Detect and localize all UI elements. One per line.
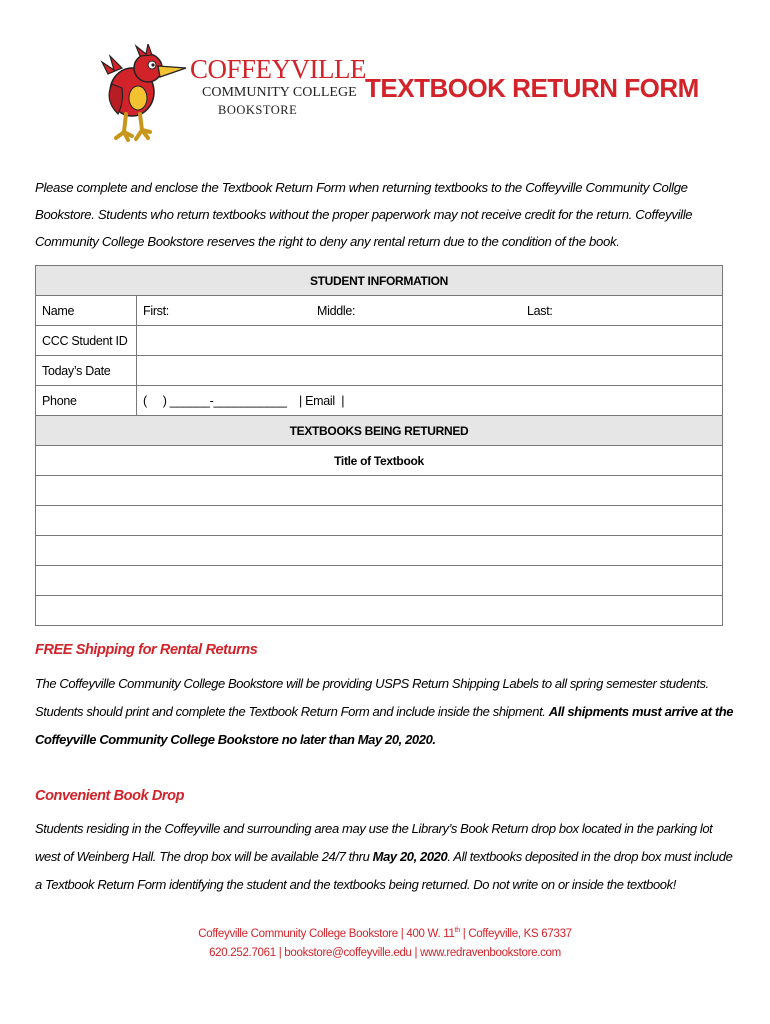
date-row xyxy=(36,356,723,386)
intro-paragraph: Please complete and enclose the Textbook Return Form when returning textbooks to the Coffeyville Community Collge Bookstore. Students who return textbooks without the proper paperwork may not receive credit for the return. Coffeyville Community College Bookstore reserves the right to deny any rental return due to the condition of the book. xyxy=(35,180,693,249)
footer-address-city: | Coffeyville, KS 67337 xyxy=(459,927,572,940)
phone-field[interactable] xyxy=(137,386,723,416)
textbook-title-field[interactable] xyxy=(36,596,723,626)
middle-label: Middle: xyxy=(317,303,356,318)
textbook-title-column: Title of Textbook xyxy=(36,446,723,476)
book-drop-text-before: Students residing in the Coffeyville and surrounding area may use the Library’s Book Return drop box located in the parking lot west of Weinberg Hall. The drop box will be available 24/7 thru xyxy=(35,821,713,864)
email-label: | Email | xyxy=(299,393,345,408)
name-field[interactable] xyxy=(137,296,723,326)
phone-row xyxy=(36,386,723,416)
book-drop-text-after: . All textbooks deposited in the drop box must include a Textbook Return Form identifying the student and the textbooks being returned. Do not write on or inside the textbook! xyxy=(35,849,733,892)
logo-name-line3: BOOKSTORE xyxy=(218,103,298,117)
red-raven-mascot-icon xyxy=(100,44,190,144)
logo-name-line1: COFFEYVILLE xyxy=(190,54,366,84)
student-info-table xyxy=(35,265,723,626)
phone-template: ( ) ______-___________ xyxy=(143,393,287,408)
page-title: TEXTBOOK RETURN FORM xyxy=(365,73,699,103)
shipping-text: The Coffeyville Community College Bookstore will be providing USPS Return Shipping Labels to all spring semester students. Students should print and complete the Textbook Return Form and include inside the shipment. xyxy=(35,676,709,719)
date-label: Today’s Date xyxy=(36,356,137,386)
logo-name-line2: COMMUNITY COLLEGE xyxy=(202,85,357,100)
book-drop-paragraph xyxy=(35,815,740,899)
last-label: Last: xyxy=(527,303,553,318)
textbook-title-field[interactable] xyxy=(36,506,723,536)
bookstore-logo xyxy=(100,44,366,144)
book-drop-date: May 20, 2020 xyxy=(372,849,448,864)
student-id-label: CCC Student ID xyxy=(36,326,137,356)
textbook-title-field[interactable] xyxy=(36,536,723,566)
footer-address-sup: th xyxy=(454,927,460,934)
shipping-section-title: FREE Shipping for Rental Returns xyxy=(35,642,258,658)
textbook-title-field[interactable] xyxy=(36,566,723,596)
textbook-title-field[interactable] xyxy=(36,476,723,506)
footer-contact: 620.252.7061 | bookstore@coffeyville.edu | www.redravenbookstore.com xyxy=(209,947,561,959)
first-label: First: xyxy=(143,303,169,318)
book-drop-section-title: Convenient Book Drop xyxy=(35,788,185,804)
student-info-header: STUDENT INFORMATION xyxy=(36,266,723,296)
student-id-field[interactable] xyxy=(137,326,723,356)
shipping-deadline-text: All shipments must arrive at the Coffeyville Community College Bookstore no later than May 20, 2020. xyxy=(35,704,734,747)
student-id-row xyxy=(36,326,723,356)
shipping-paragraph xyxy=(35,670,740,754)
phone-label: Phone xyxy=(36,386,137,416)
name-row xyxy=(36,296,723,326)
textbooks-header: TEXTBOOKS BEING RETURNED xyxy=(36,416,723,446)
date-field[interactable] xyxy=(137,356,723,386)
footer-address-text: Coffeyville Community College Bookstore | 400 W. 11 xyxy=(198,927,455,940)
name-label: Name xyxy=(36,296,137,326)
logo-wordmark xyxy=(190,54,366,118)
